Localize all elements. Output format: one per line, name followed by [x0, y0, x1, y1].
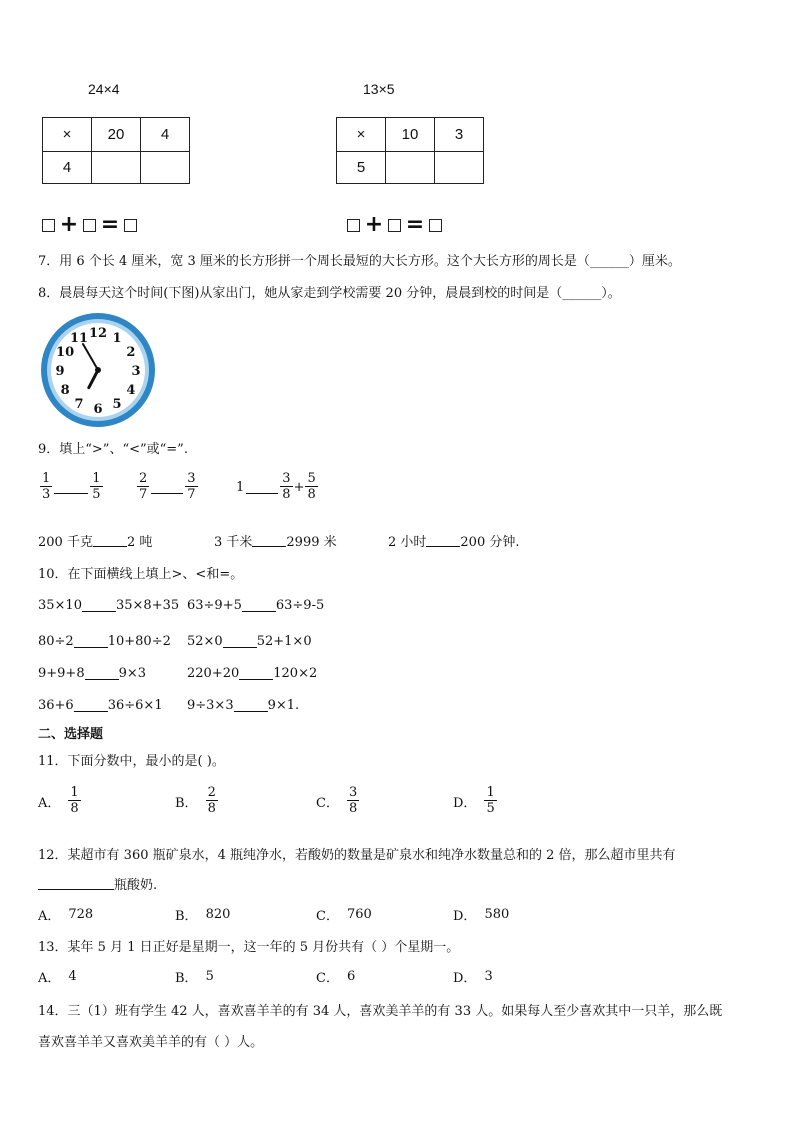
- clock-number: 5: [112, 396, 122, 412]
- question-12-line-1: 12．某超市有 360 瓶矿泉水，4 瓶纯净水，若酸奶的数量是矿泉水和纯净水数量总和的 2 倍，那么超市里共有: [38, 848, 676, 863]
- answer-blank[interactable]: [82, 599, 116, 612]
- clock-number: 12: [88, 326, 108, 341]
- answer-box[interactable]: [42, 219, 55, 232]
- option-b[interactable]: B． 820: [175, 907, 231, 924]
- answer-blank[interactable]: [252, 534, 286, 547]
- clock-center: [95, 367, 101, 373]
- option-d[interactable]: D． 580: [453, 907, 510, 924]
- question-14-line-2: 喜欢喜羊羊又喜欢美羊羊的有（ ）人。: [38, 1035, 264, 1050]
- answer-blank[interactable]: [234, 699, 268, 712]
- fraction: $\frac{3}{8}$: [348, 785, 358, 816]
- q9-fraction-item-2: [137, 472, 198, 502]
- grid-cell: 20: [92, 118, 141, 152]
- question-9-title: 9．填上“>”、“<”或“=”.: [38, 442, 188, 457]
- q10-item: 9+9+8 9×3: [38, 666, 147, 681]
- q9-unit-item-2: 3 千米 2999 米: [214, 535, 337, 550]
- q10-item: 36+6 36÷6×1: [38, 698, 163, 713]
- option-a[interactable]: A． $\frac{1}{8}$: [38, 785, 79, 816]
- box-equation-2: [347, 212, 442, 237]
- fraction: $\frac{2}{8}$: [207, 785, 216, 816]
- fraction: $\frac{3}{8}$: [282, 471, 291, 502]
- clock-number: 9: [55, 364, 65, 379]
- answer-box[interactable]: [124, 219, 137, 232]
- option-c[interactable]: C． 6: [316, 969, 356, 986]
- fraction: $\frac{5}{8}$: [307, 471, 316, 502]
- answer-blank[interactable]: [239, 667, 273, 680]
- answer-blank[interactable]: [54, 481, 88, 494]
- answer-blank[interactable]: [74, 699, 108, 712]
- expression-24x4: 24×4: [88, 81, 120, 97]
- q9-fraction-item-3: 1 $\frac{3}{8}$ + $\frac{5}{8}$: [236, 471, 316, 502]
- multiplication-grid-1: [42, 117, 190, 184]
- fraction: $\frac{1}{8}$: [70, 785, 79, 816]
- q9-unit-item-3: 2 小时 200 分钟.: [388, 535, 520, 550]
- fraction: $\frac{1}{3}$: [42, 471, 51, 502]
- q9-unit-item-1: 200 千克 2 吨: [38, 535, 153, 550]
- grid-cell: 4: [43, 152, 92, 184]
- answer-blank[interactable]: [242, 599, 276, 612]
- q10-item: 63÷9+5 63÷9-5: [187, 598, 325, 613]
- answer-box[interactable]: [388, 219, 401, 232]
- question-13: 13．某年 5 月 1 日正好是星期一，这一年的 5 月份共有（ ）个星期一。: [38, 940, 460, 955]
- plus-sign: +: [59, 212, 79, 237]
- question-8: 8．晨晨每天这个时间(下图)从家出门，她从家走到学校需要 20 分钟，晨晨到校的时间是（______）。: [38, 286, 621, 301]
- clock-number: 6: [93, 402, 103, 417]
- q10-item: 52×0 52+1×0: [187, 634, 312, 649]
- answer-blank[interactable]: [246, 481, 278, 494]
- answer-box[interactable]: [83, 219, 96, 232]
- question-12-line-2: 瓶酸奶.: [38, 874, 157, 893]
- grid-answer-cell[interactable]: [386, 152, 435, 184]
- q9-fraction-item-1: [40, 472, 103, 502]
- fraction: $\frac{3}{7}$: [187, 471, 196, 502]
- option-d[interactable]: D． $\frac{1}{5}$: [453, 785, 495, 816]
- clock-number: 3: [131, 364, 141, 379]
- q10-item: 220+20 120×2: [187, 666, 318, 681]
- answer-box[interactable]: [429, 219, 442, 232]
- answer-blank[interactable]: [74, 635, 108, 648]
- grid-answer-cell[interactable]: [92, 152, 141, 184]
- equals-sign: =: [100, 212, 120, 237]
- multiplication-grid-2: [336, 117, 484, 184]
- grid-cell: ×: [337, 118, 386, 152]
- grid-answer-cell[interactable]: [435, 152, 484, 184]
- grid-cell: 3: [435, 118, 484, 152]
- question-10-title: 10．在下面横线上填上>、<和=。: [38, 567, 244, 582]
- option-d[interactable]: D． 3: [453, 969, 493, 986]
- option-b[interactable]: B． 5: [175, 969, 214, 986]
- question-11: 11．下面分数中，最小的是( )。: [38, 754, 225, 769]
- clock-number: 1: [112, 331, 122, 347]
- answer-blank[interactable]: [223, 635, 257, 648]
- section-title: 二、选择题: [38, 727, 104, 742]
- option-a[interactable]: A． 728: [38, 907, 94, 924]
- expression-13x5: 13×5: [363, 81, 395, 97]
- answer-blank[interactable]: [93, 534, 127, 547]
- option-c[interactable]: C． 760: [316, 907, 372, 924]
- clock-icon: [39, 311, 157, 429]
- clock-number: 4: [126, 383, 136, 398]
- grid-cell: ×: [43, 118, 92, 152]
- q10-item: 80÷2 10+80÷2: [38, 634, 171, 649]
- grid-cell: 10: [386, 118, 435, 152]
- equals-sign: =: [405, 212, 425, 237]
- answer-box[interactable]: [347, 219, 360, 232]
- clock-number: 11: [69, 331, 89, 347]
- answer-blank[interactable]: [151, 481, 183, 494]
- fraction: $\frac{2}{7}$: [139, 471, 148, 502]
- answer-blank[interactable]: [38, 877, 114, 890]
- fraction: $\frac{1}{5}$: [486, 785, 495, 816]
- option-b[interactable]: B． $\frac{2}{8}$: [175, 785, 216, 816]
- clock-number: 2: [126, 345, 136, 360]
- option-a[interactable]: A． 4: [38, 969, 77, 986]
- question-14-line-1: 14．三（1）班有学生 42 人，喜欢喜羊羊的有 34 人，喜欢美羊羊的有 33 人。如果每人至少喜欢其中一只羊，那么既: [38, 1004, 723, 1019]
- fraction: $\frac{1}{5}$: [92, 471, 101, 502]
- option-c[interactable]: C． $\frac{3}{8}$: [316, 785, 358, 816]
- grid-cell: 5: [337, 152, 386, 184]
- box-equation-1: [42, 212, 137, 237]
- clock-number: 8: [60, 383, 70, 398]
- grid-cell: 4: [141, 118, 190, 152]
- answer-blank[interactable]: [426, 534, 460, 547]
- clock-number: 10: [56, 345, 75, 360]
- answer-blank[interactable]: [85, 667, 119, 680]
- q10-item: 9÷3×3 9×1.: [187, 698, 300, 713]
- q10-item: 35×10 35×8+35: [38, 598, 180, 613]
- question-7: 7．用 6 个长 4 厘米，宽 3 厘米的长方形拼一个周长最短的大长方形。这个大长方形的周长是（______）厘米。: [38, 254, 681, 269]
- clock-number: 7: [74, 396, 84, 412]
- grid-answer-cell[interactable]: [141, 152, 190, 184]
- plus-sign: +: [364, 212, 384, 237]
